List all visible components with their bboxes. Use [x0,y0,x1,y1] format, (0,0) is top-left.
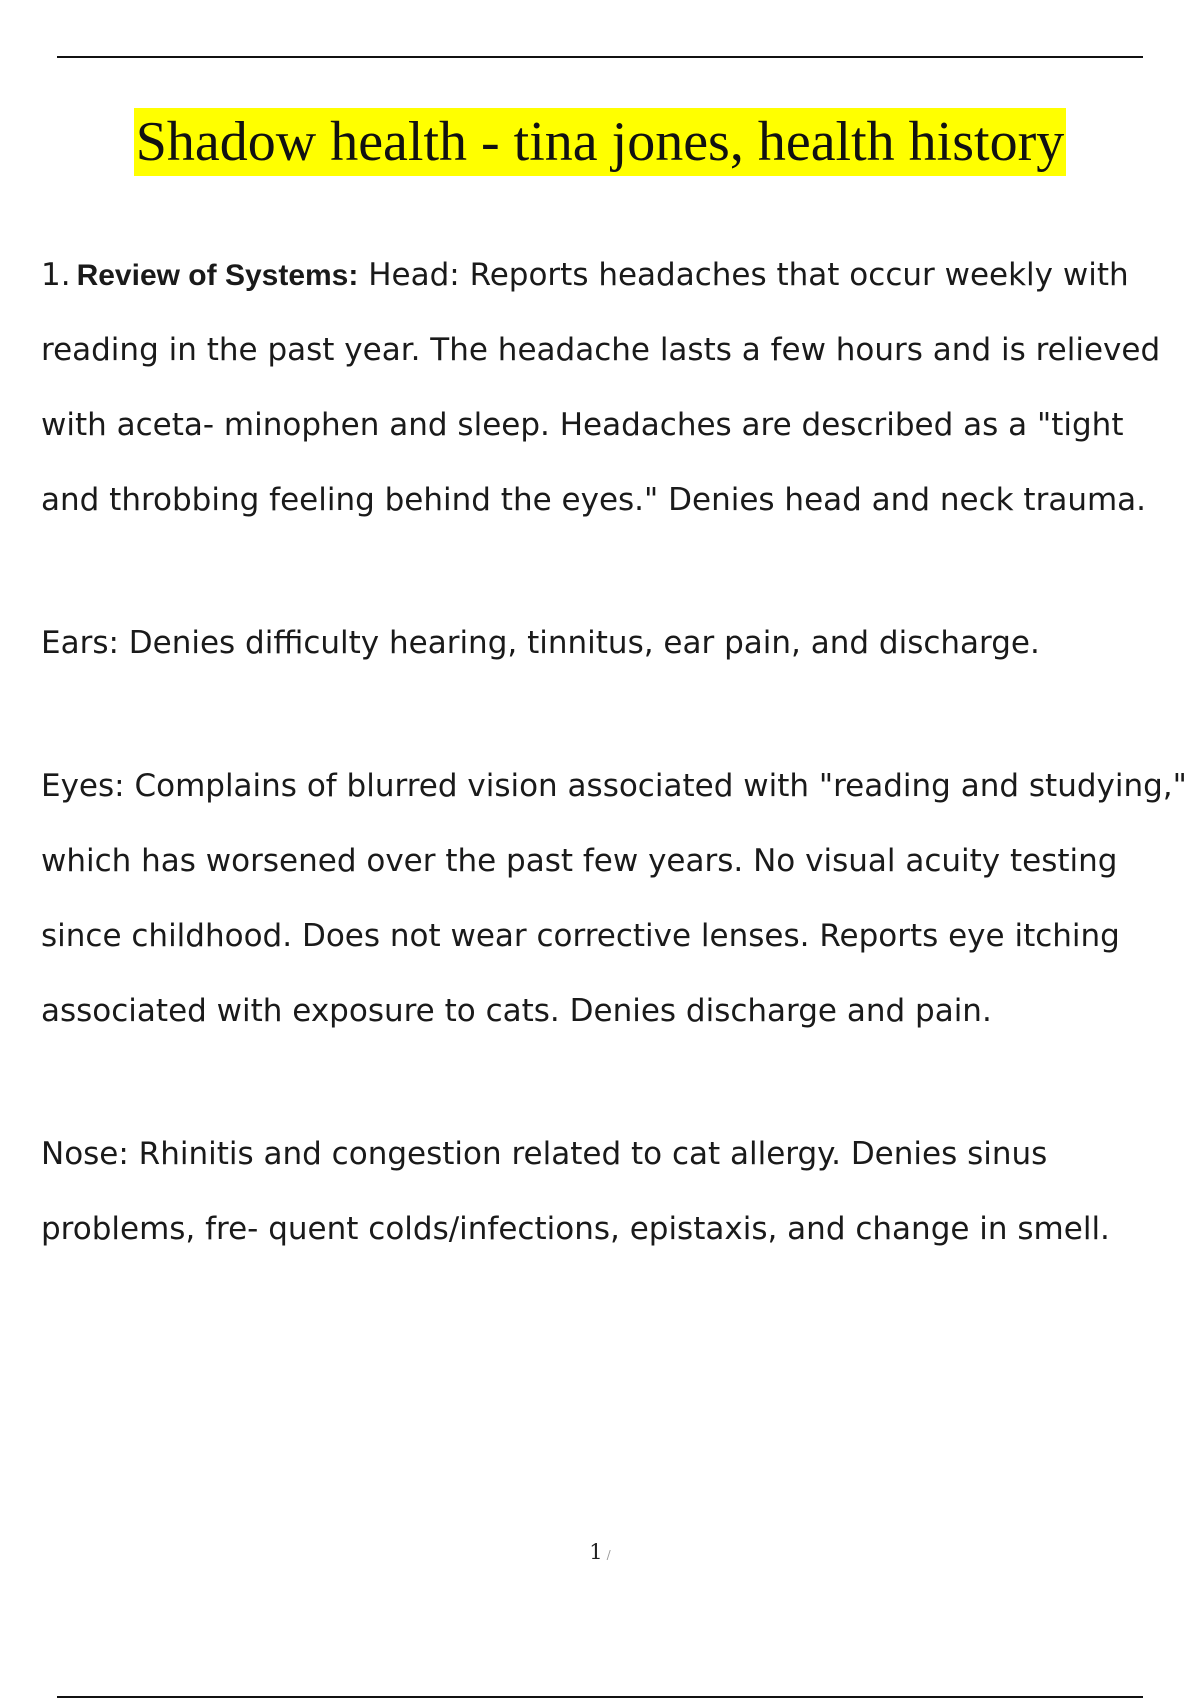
paragraph-eyes: Eyes: Complains of blurred vision associated with "reading and studying," which has worsened over the past few years. No visual acuity testing since childhood. Does not wear corrective lenses. Reports eye itching associated with exposure to cats. Denies discharge and pain. [41,768,1187,1029]
section-label: Review of Systems: [76,259,359,292]
list-number: 1. [41,257,71,293]
page-number [0,1540,1200,1564]
document-body [41,238,1191,1267]
paragraph-ears: Ears: Denies difficulty hearing, tinnitus, ear pain, and discharge. [41,625,1040,661]
bottom-rule [57,1696,1143,1698]
top-rule [57,56,1143,58]
page-separator: / [606,1548,611,1562]
document-title: Shadow health - tina jones, health history [134,108,1066,176]
paragraph-nose: Nose: Rhinitis and congestion related to cat allergy. Denies sinus problems, fre- quent colds/infections, epistaxis, and change in smell. [41,1136,1110,1247]
paragraph-text: Head: Reports headaches that occur weekly with reading in the past year. The headache lasts a few hours and is relieved with aceta- minophen and sleep. Headaches are described as a "tight and throbbing feeling behind the eyes." Denies head and neck trauma. [41,257,1161,518]
title-container [0,108,1200,176]
page-number-value: 1 [589,1540,603,1564]
paragraph-head [41,238,1191,538]
